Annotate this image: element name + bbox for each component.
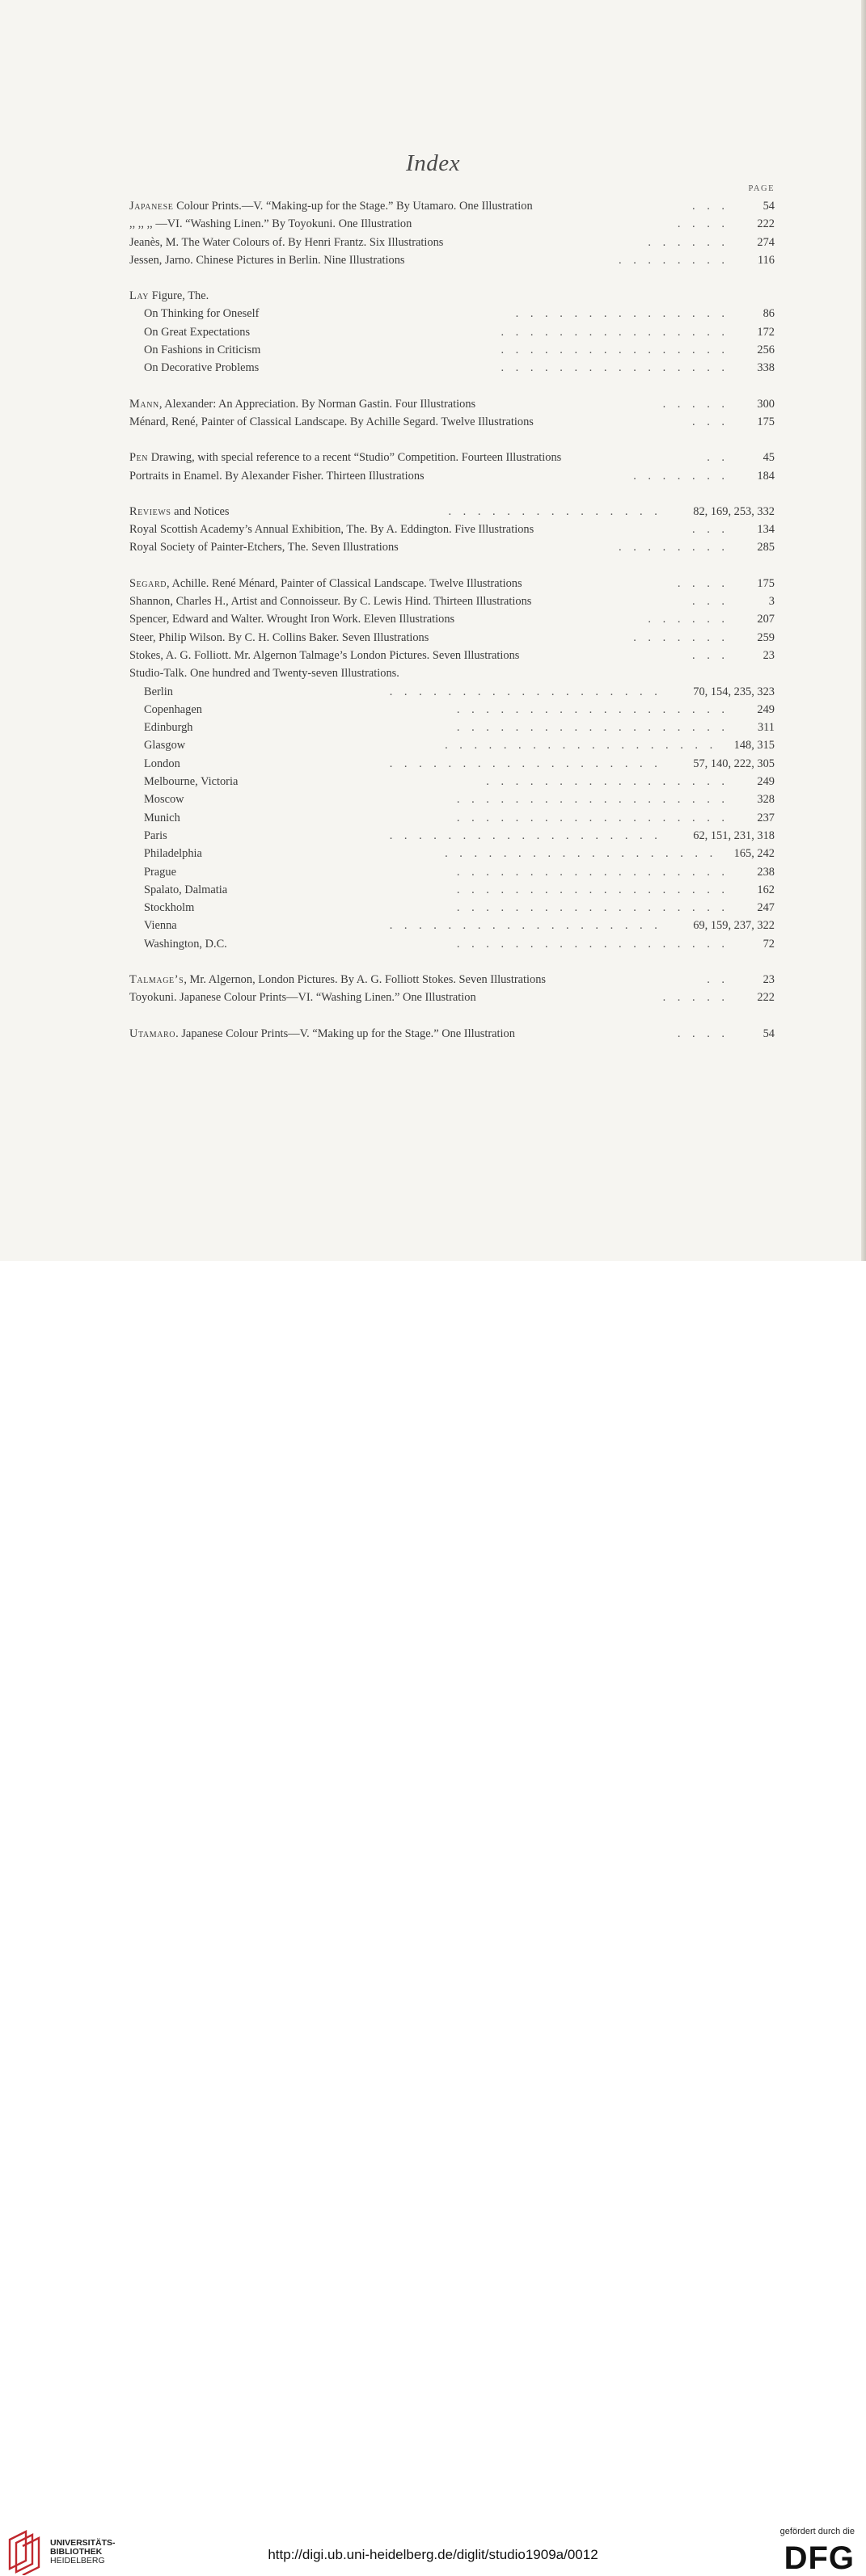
entry-heading: Reviews: [129, 504, 171, 518]
entry-text: [129, 701, 202, 719]
dot-leader: . . . . . . . . . . . . . . . . . . .: [456, 811, 724, 824]
dot-leader: . . . . . . . . . . . . . . . . . . .: [456, 901, 724, 915]
entry-title: Vienna: [144, 919, 177, 933]
page-number: 184: [757, 469, 775, 483]
entry-heading: Utamaro: [129, 1027, 176, 1040]
index-subentry: [129, 305, 775, 323]
index-entry: [129, 592, 775, 610]
entry-text: [129, 359, 259, 377]
entry-text: [129, 215, 412, 233]
entry-text: [129, 287, 209, 305]
section-gap: [129, 1007, 775, 1025]
dot-leader: . . . . . . . . . . . . . . . . . . .: [456, 793, 724, 807]
dot-leader: . . . . . . . .: [619, 253, 724, 267]
dot-leader: . . . . . . . . . . . . . . . . . . .: [445, 847, 713, 861]
entry-title: On Decorative Problems: [144, 361, 260, 375]
library-name-line1: UNIVERSITÄTS-: [50, 2538, 116, 2548]
index-entry: [129, 503, 775, 521]
page-number: 311: [757, 721, 775, 735]
index-entry: [129, 647, 775, 664]
page-number: 165, 242: [733, 847, 775, 861]
entry-text: [129, 755, 180, 773]
entry-heading: Segard: [129, 576, 167, 590]
page-number: 70, 154, 235, 323: [693, 685, 775, 698]
index-subentry: [129, 719, 775, 736]
page-spine-shadow: [861, 0, 866, 1261]
dot-leader: . . . . . . . . . . . . . . . . . . .: [456, 883, 724, 896]
funder-caption: gefördert durch die: [779, 2527, 855, 2536]
page-number: 54: [763, 200, 775, 213]
entry-text: [129, 467, 425, 485]
entry-text: [129, 989, 476, 1006]
entry-text: [129, 863, 176, 881]
entry-text: [129, 575, 522, 592]
entry-title: , Achille. René Ménard, Painter of Classical Landscape. Twelve Illustrations: [167, 576, 522, 590]
page-number: 57, 140, 222, 305: [693, 757, 775, 770]
page-number: 285: [757, 541, 775, 554]
entry-title: Shannon, Charles H., Artist and Connoisseur. By C. Lewis Hind. Thirteen Illustrations: [129, 595, 532, 609]
page-number: 328: [757, 793, 775, 807]
entry-text: [129, 341, 260, 359]
index-subentry: [129, 863, 775, 881]
dot-leader: . . . . .: [662, 397, 724, 411]
entry-text: [129, 592, 531, 610]
dot-leader: . . . . . . . . . . . . . . . .: [501, 344, 724, 357]
page-number: 116: [757, 253, 775, 267]
page-number: 222: [757, 217, 775, 231]
section-gap: [129, 953, 775, 971]
dot-leader: . . . . . . . . . . . . . . . . . . .: [445, 739, 713, 753]
entry-text: [129, 521, 534, 538]
entry-heading: Pen: [129, 451, 149, 465]
entry-text: [129, 503, 230, 521]
entry-text: [129, 610, 454, 628]
page-number: 148, 315: [733, 739, 775, 753]
index-subentry: [129, 341, 775, 359]
index-subentry: [129, 809, 775, 827]
index-subentry: [129, 791, 775, 808]
index-subentry: [129, 935, 775, 953]
section-gap: [129, 557, 775, 575]
entry-title: Portraits in Enamel. By Alexander Fisher. Thirteen Illustrations: [129, 469, 425, 483]
dot-leader: . . . . . . . . . . . . . . . . . . .: [456, 937, 724, 951]
entry-text: [129, 899, 194, 917]
entry-text: [129, 413, 534, 431]
entry-title: Royal Society of Painter-Etchers, The. Seven Illustrations: [129, 541, 399, 554]
entry-text: [129, 736, 185, 754]
index-entry: [129, 287, 775, 305]
page-number: 172: [757, 325, 775, 339]
dot-leader: . . . . . .: [648, 613, 724, 626]
entry-title: Toyokuni. Japanese Colour Prints—VI. “Washing Linen.” One Illustration: [129, 991, 476, 1005]
dot-leader: . . . . . . . . . . . . . . . . . . .: [456, 721, 724, 735]
index-entry: [129, 629, 775, 647]
page-number: 274: [757, 235, 775, 249]
entry-title: Melbourne, Victoria: [144, 775, 239, 789]
dot-leader: . .: [707, 972, 724, 986]
index-entry: [129, 971, 775, 989]
library-name-line3: HEIDELBERG: [50, 2556, 105, 2565]
page-number: 72: [763, 937, 775, 951]
entry-title: Spencer, Edward and Walter. Wrought Iron Work. Eleven Illustrations: [129, 613, 455, 626]
dot-leader: . . .: [692, 523, 724, 537]
entry-title: Figure, The.: [149, 289, 209, 303]
page-number: 134: [757, 523, 775, 537]
index-entry: [129, 664, 775, 682]
entry-title: Philadelphia: [144, 847, 202, 861]
section-gap: [129, 269, 775, 287]
entry-title: London: [144, 757, 180, 770]
entry-text: [129, 881, 227, 899]
index-subentry: [129, 845, 775, 862]
entry-text: [129, 845, 202, 862]
dot-leader: . . . . . . . . . . . . . . .: [448, 504, 657, 518]
entry-title: Steer, Philip Wilson. By C. H. Collins Baker. Seven Illustrations: [129, 630, 429, 644]
entry-title: Jessen, Jarno. Chinese Pictures in Berlin. Nine Illustrations: [129, 253, 405, 267]
index-entry: [129, 449, 775, 466]
entry-heading: Lay: [129, 289, 150, 303]
entry-text: [129, 647, 519, 664]
dot-leader: . . . .: [677, 576, 724, 590]
index-entry: [129, 521, 775, 538]
entry-text: [129, 305, 259, 323]
page-number: 238: [757, 865, 775, 879]
index-subentry: [129, 917, 775, 934]
page-number: 237: [757, 811, 775, 824]
entry-title: Spalato, Dalmatia: [144, 883, 228, 896]
section-gap: [129, 431, 775, 449]
page-number: 3: [768, 595, 775, 609]
index-subentry: [129, 736, 775, 754]
entry-title: , Alexander: An Appreciation. By Norman Gastin. Four Illustrations: [158, 397, 476, 411]
dot-leader: . . . . . .: [648, 235, 724, 249]
index-entry: [129, 467, 775, 485]
dot-leader: . . . . . . . . . . . . . . . . . . .: [389, 828, 657, 842]
entry-title: On Thinking for Oneself: [144, 307, 260, 321]
dot-leader: . . . . . . . . . . . . . . . . . . .: [456, 702, 724, 716]
dot-leader: . . . . . . . . . . . . . . . .: [501, 361, 724, 375]
dot-leader: . . . . . . . . . . . . . . . . . . .: [389, 757, 657, 770]
index-entry: [129, 251, 775, 269]
page-number: 45: [763, 451, 775, 465]
entry-title: Studio-Talk. One hundred and Twenty-seven Illustrations.: [129, 667, 399, 681]
entry-text: [129, 827, 167, 845]
entry-text: [129, 234, 443, 251]
dot-leader: . . . . . . . . . . . . . . . .: [501, 325, 724, 339]
page-number: 162: [757, 883, 775, 896]
dot-leader: . . .: [692, 648, 724, 662]
library-name-line2: BIBLIOTHEK: [50, 2547, 103, 2557]
entry-title: Washington, D.C.: [144, 937, 227, 951]
entry-title: Moscow: [144, 793, 184, 807]
index-subentry: [129, 755, 775, 773]
page-number: 69, 159, 237, 322: [693, 919, 775, 933]
entry-heading: Talmage’s: [129, 972, 184, 986]
section-gap: [129, 377, 775, 395]
entry-title: Munich: [144, 811, 180, 824]
index-subentry: [129, 827, 775, 845]
entry-title: and Notices: [171, 504, 230, 518]
page-number: 259: [757, 630, 775, 644]
entry-title: , Mr. Algernon, London Pictures. By A. G. Folliott Stokes. Seven Illustrations: [184, 972, 547, 986]
dot-leader: . .: [707, 451, 724, 465]
entry-title: Glasgow: [144, 739, 186, 753]
page-number: 23: [763, 648, 775, 662]
dot-leader: . . . . .: [662, 991, 724, 1005]
entry-title: Stokes, A. G. Folliott. Mr. Algernon Talmage’s London Pictures. Seven Illustrations: [129, 648, 520, 662]
entry-title: Royal Scottish Academy’s Annual Exhibition, The. By A. Eddington. Five Illustrations: [129, 523, 534, 537]
page-number: 249: [757, 702, 775, 716]
index-entry: [129, 215, 775, 233]
dot-leader: . . .: [692, 200, 724, 213]
index-entry: [129, 610, 775, 628]
entry-text: [129, 809, 180, 827]
page-number: 338: [757, 361, 775, 375]
entry-title: ,, ,, ,, —VI. “Washing Linen.” By Toyokuni. One Illustration: [129, 217, 412, 231]
page-number: 62, 151, 231, 318: [693, 828, 775, 842]
entry-title: Drawing, with special reference to a recent “Studio” Competition. Fourteen Illustrations: [148, 451, 562, 465]
entry-heading: Japanese: [129, 200, 174, 213]
index-entry: [129, 989, 775, 1006]
index-entry: [129, 538, 775, 556]
entry-text: [129, 395, 475, 413]
page-number: 86: [763, 307, 775, 321]
page-number: 175: [757, 576, 775, 590]
entry-heading: Mann: [129, 397, 159, 411]
page-number: 23: [763, 972, 775, 986]
index-subentry: [129, 899, 775, 917]
entry-title: Prague: [144, 865, 176, 879]
dot-leader: . . . . . . . . . . . . . . . . . . .: [456, 865, 724, 879]
dot-leader: . . .: [692, 415, 724, 428]
index-entry: [129, 395, 775, 413]
page-number: 222: [757, 991, 775, 1005]
entry-title: Copenhagen: [144, 702, 202, 716]
entry-text: [129, 683, 173, 701]
index-entry: [129, 234, 775, 251]
index-entry: [129, 1025, 775, 1043]
page-number: 207: [757, 613, 775, 626]
entry-title: . Japanese Colour Prints—V. “Making up for the Stage.” One Illustration: [175, 1027, 515, 1040]
footer-bar: [0, 1261, 866, 2576]
entry-text: [129, 538, 399, 556]
index-entry: [129, 413, 775, 431]
page-column-header: PAGE: [748, 184, 775, 193]
entry-title: Edinburgh: [144, 721, 193, 735]
entry-text: [129, 935, 227, 953]
page-number: 175: [757, 415, 775, 428]
entry-title: Colour Prints.—V. “Making-up for the Stage.” By Utamaro. One Illustration: [173, 200, 533, 213]
entry-title: Stockholm: [144, 901, 195, 915]
entry-text: [129, 773, 238, 791]
entry-text: [129, 323, 250, 341]
dot-leader: . . . . . . . . . . . . . . . . . . .: [389, 919, 657, 933]
entry-text: [129, 791, 184, 808]
entry-title: Ménard, René, Painter of Classical Landscape. By Achille Segard. Twelve Illustrations: [129, 415, 534, 428]
entry-text: [129, 719, 193, 736]
entry-text: [129, 629, 429, 647]
page-number: 300: [757, 397, 775, 411]
index-subentry: [129, 683, 775, 701]
entry-text: [129, 917, 177, 934]
index-list: [129, 197, 775, 1043]
entry-title: Paris: [144, 828, 167, 842]
dot-leader: . . . .: [677, 217, 724, 231]
index-subentry: [129, 701, 775, 719]
entry-text: [129, 449, 561, 466]
page-number: 247: [757, 901, 775, 915]
page-number: 54: [763, 1027, 775, 1040]
page-number: 256: [757, 344, 775, 357]
index-subentry: [129, 359, 775, 377]
dot-leader: . . . .: [677, 1027, 724, 1040]
dot-leader: . . . . . . .: [633, 630, 724, 644]
permalink-url[interactable]: http://digi.ub.uni-heidelberg.de/diglit/studio1909a/0012: [268, 2547, 598, 2562]
funder-logo: DFG: [784, 2540, 855, 2576]
index-subentry: [129, 773, 775, 791]
index-entry: [129, 197, 775, 215]
entry-text: [129, 664, 399, 682]
entry-text: [129, 251, 405, 269]
entry-text: [129, 971, 546, 989]
entry-title: Jeanès, M. The Water Colours of. By Henri Frantz. Six Illustrations: [129, 235, 444, 249]
page-title: Index: [406, 150, 460, 176]
entry-title: On Great Expectations: [144, 325, 251, 339]
entry-title: Berlin: [144, 685, 173, 698]
page-number: 249: [757, 775, 775, 789]
index-subentry: [129, 323, 775, 341]
dot-leader: . . . . . . .: [633, 469, 724, 483]
dot-leader: . . . . . . . . . . . . . . . . . . .: [389, 685, 657, 698]
section-gap: [129, 485, 775, 503]
entry-text: [129, 1025, 515, 1043]
entry-title: On Fashions in Criticism: [144, 344, 261, 357]
entry-text: [129, 197, 533, 215]
dot-leader: . . .: [692, 595, 724, 609]
page-number: 82, 169, 253, 332: [693, 504, 775, 518]
dot-leader: . . . . . . . . . . . . . . . . .: [486, 775, 724, 789]
index-entry: [129, 575, 775, 592]
dot-leader: . . . . . . . . . . . . . . .: [515, 307, 724, 321]
index-subentry: [129, 881, 775, 899]
dot-leader: . . . . . . . .: [619, 541, 724, 554]
